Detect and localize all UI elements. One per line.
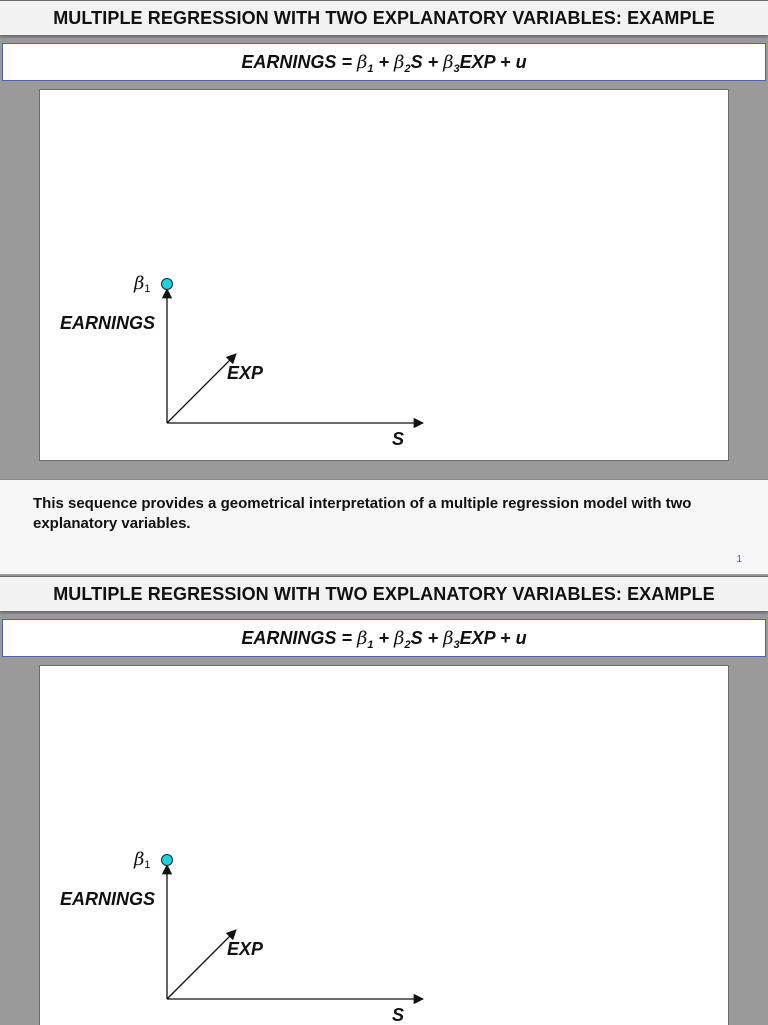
slide-title-2: MULTIPLE REGRESSION WITH TWO EXPLANATORY VARIABLES: EXAMPLE	[0, 576, 768, 612]
eq-beta-1: β	[356, 628, 368, 649]
eq-earnings: EARNINGS	[241, 52, 337, 72]
eq-equals: =	[341, 628, 352, 648]
page-number: 1	[736, 554, 742, 565]
eq-var-exp: EXP	[459, 52, 496, 72]
s-axis-label: S	[392, 1005, 405, 1025]
eq-var-s: S	[410, 52, 423, 72]
regression-diagram	[39, 89, 729, 461]
eq-var-exp: EXP	[459, 628, 496, 648]
eq-var-u: u	[515, 628, 527, 648]
eq-plus-3: +	[500, 628, 511, 648]
eq-beta-3-sub: 3	[453, 63, 460, 75]
eq-beta-2: β	[394, 52, 405, 73]
eq-beta-3: β	[443, 52, 454, 73]
eq-beta-1-sub: 1	[367, 639, 374, 651]
eq-plus-1: +	[378, 628, 390, 648]
eq-plus-3: +	[500, 52, 511, 72]
intercept-point	[162, 855, 173, 866]
eq-beta-1-sub: 1	[367, 63, 374, 75]
beta-1-label: $\beta_1$	[134, 849, 151, 871]
eq-equals: =	[341, 52, 352, 72]
slide-title: MULTIPLE REGRESSION WITH TWO EXPLANATORY VARIABLES: EXAMPLE	[0, 0, 768, 36]
exp-axis-label: EXP	[227, 939, 264, 959]
eq-var-u: u	[515, 52, 527, 72]
exp-axis-arrow	[167, 930, 236, 999]
eq-beta-1: β	[356, 52, 368, 73]
eq-var-s: S	[410, 628, 423, 648]
eq-beta-3-sub: 3	[453, 639, 460, 651]
s-axis-label: S	[392, 429, 405, 449]
caption-text: This sequence provides a geometrical interpretation of a multiple regression model with two explanatory variables.	[33, 495, 692, 532]
diagram-svg-2	[40, 666, 728, 1025]
eq-plus-2: +	[427, 628, 439, 648]
exp-axis-arrow	[167, 354, 236, 423]
intercept-point	[162, 279, 173, 290]
eq-beta-2: β	[394, 628, 405, 649]
eq-beta-2-sub: 2	[404, 639, 411, 651]
eq-plus-2: +	[427, 52, 439, 72]
eq-plus-1: +	[378, 52, 390, 72]
exp-axis-label: EXP	[227, 363, 264, 383]
model-equation	[2, 43, 766, 81]
earnings-axis-label: EARNINGS	[60, 889, 156, 909]
eq-beta-3: β	[443, 628, 454, 649]
model-equation-2	[2, 619, 766, 657]
eq-earnings: EARNINGS	[241, 628, 337, 648]
earnings-axis-label: EARNINGS	[60, 313, 156, 333]
caption-panel	[0, 479, 768, 574]
beta-1-label: $\beta_1$	[134, 273, 151, 295]
eq-beta-2-sub: 2	[404, 63, 411, 75]
regression-diagram-2	[39, 665, 729, 1025]
